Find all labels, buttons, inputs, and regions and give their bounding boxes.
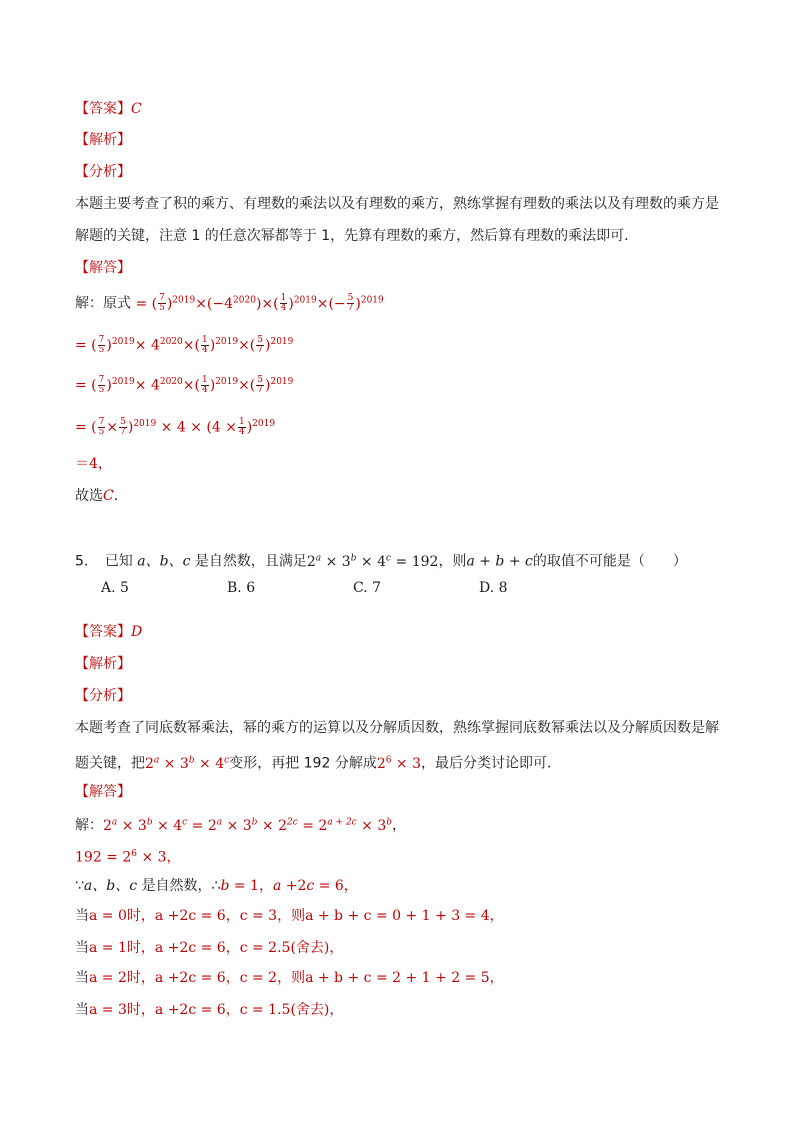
choose-end: ． [113, 488, 128, 504]
jieda-label: 【解答】 [75, 784, 131, 800]
solution-prefix: 解：原式 [75, 295, 131, 312]
choose-text: 故选 [75, 488, 103, 504]
fenxi-text: 本题主要考查了积的乘方、有理数的乘法以及有理数的乘方，熟练掌握有理数的乘法以及有理数的乘方是 [75, 196, 719, 212]
option-d: D. 8 [479, 580, 508, 596]
case-row: 当a = 0时，a +2c = 6，c = 3，则a + b + c = 0 + 1 + 3 = 4， [75, 908, 504, 924]
solution-step: = ( $\frac{7}{5}$ )$^{2019}\times 4^{2020}\times$( $\frac{1}{4}$ )$^{2019}$×( $\frac{5}{7}$ )$^{2019}$ [75, 335, 294, 356]
fenxi-label: 【分析】 [75, 164, 131, 180]
solution-step: 解：原式 = ( $\frac{7}{5}$ )$^{2019}\times(-4^{2020})\times$( $\frac{1}{4}$ )$^{2019}$×(− $\frac{5}{7}$ )$^{2019}$ [75, 293, 384, 314]
because-text: 是自然数，∴ [141, 878, 221, 894]
case-cond: a = 1时， [89, 940, 155, 956]
solution-final: ＝4， [75, 456, 112, 472]
choose-line [75, 486, 128, 506]
answer-value: C [131, 101, 142, 117]
stem-text: ，则 [438, 553, 467, 570]
fenxi-text-part: ，最后分类讨论即可． [421, 755, 562, 772]
answer-label: 【答案】 [75, 101, 131, 117]
solution-step: = ( $\frac{7}{5}$ )$^{2019}\times 4^{2020}\times$( $\frac{1}{4}$ )$^{2019}$×( $\frac{5}{7}$ )$^{2019}$ [75, 375, 294, 396]
fenxi-text: 题关键，把$2^a \times 3^b \times 4^c$变形，再把 192 分解成$2^6 \times 3$，最后分类讨论即可． [75, 755, 562, 772]
answer-label: 【答案】 [75, 624, 131, 640]
case-row: 当a = 1时，a +2c = 6，c = 2.5(舍去)， [75, 940, 344, 956]
fenxi-text-part: 题关键，把 [75, 755, 145, 772]
solution-prefix: 解： [75, 817, 103, 834]
jieda-label: 【解答】 [75, 260, 131, 276]
question-5-stem: 5. 已知 a、b、c 是自然数，且满足$2^a \times 3^b \times 4^c = 192$，则a + b + c的取值不可能是（ ） [75, 553, 687, 570]
analysis-label: 【解析】 [75, 656, 131, 672]
question-number: 5. [75, 553, 89, 570]
case-row: 当a = 2时，a +2c = 6，c = 2，则a + b + c = 2 + 1 + 2 = 5， [75, 970, 504, 986]
solution-step: 解：$2^a \times 3^b \times 4^c = 2^a \times 3^b \times 2^{2c} = 2^{a + 2c} \times 3^b$， [75, 817, 407, 834]
answer-line-q4 [75, 99, 142, 119]
case-eq: a +2c = 6，c = 1.5(舍去)， [154, 1002, 344, 1018]
option-b: B. 6 [227, 580, 256, 596]
fenxi-text: 解题的关键，注意 1 的任意次幂都等于 1，先算有理数的乘方，然后算有理数的乘法即可． [75, 228, 639, 244]
because-symbol: ∵ [75, 878, 84, 894]
case-eq: a +2c = 6，c = 3，则a + b + c = 0 + 1 + 3 = 4， [154, 908, 504, 924]
case-cond: a = 2时， [89, 970, 155, 986]
fenxi-text: 本题考查了同底数幂乘法，幂的乘方的运算以及分解质因数，熟练掌握同底数幂乘法以及分解质因数是解 [75, 720, 719, 736]
stem-text: 的取值不可能是（ ） [532, 553, 687, 570]
solution-step: $192 = 2^6 \times 3$， [75, 849, 181, 866]
fenxi-text-part: 变形，再把 192 分解成 [229, 755, 377, 772]
analysis-label: 【解析】 [75, 132, 131, 148]
option-a: A. 5 [101, 580, 129, 596]
case-cond: a = 0时， [89, 908, 155, 924]
stem-text: 是自然数，且满足 [194, 553, 307, 570]
case-eq: a +2c = 6，c = 2.5(舍去)， [154, 940, 344, 956]
case-eq: a +2c = 6，c = 2，则a + b + c = 2 + 1 + 2 = 5， [154, 970, 504, 986]
solution-step: = ( $\frac{7}{5}$ × $\frac{5}{7}$ )$^{2019}$ × 4 × (4 × $\frac{1}{4}$ )$^{2019}$ [75, 417, 276, 438]
case-cond: a = 3时， [89, 1002, 155, 1018]
solution-step: ∵a、b、c 是自然数，∴b = 1，a +2c = 6， [75, 878, 358, 894]
line-192-a: 192 = 2 [75, 849, 132, 866]
stem-text: 已知 [104, 553, 133, 570]
option-c: C. 7 [353, 580, 382, 596]
answer-line-q5 [75, 622, 142, 642]
fenxi-label: 【分析】 [75, 688, 131, 704]
case-row: 当a = 3时，a +2c = 6，c = 1.5(舍去)， [75, 1002, 344, 1018]
choose-letter: C [103, 488, 114, 504]
answer-value: D [131, 624, 143, 640]
line-192-b: × 3， [137, 849, 181, 866]
